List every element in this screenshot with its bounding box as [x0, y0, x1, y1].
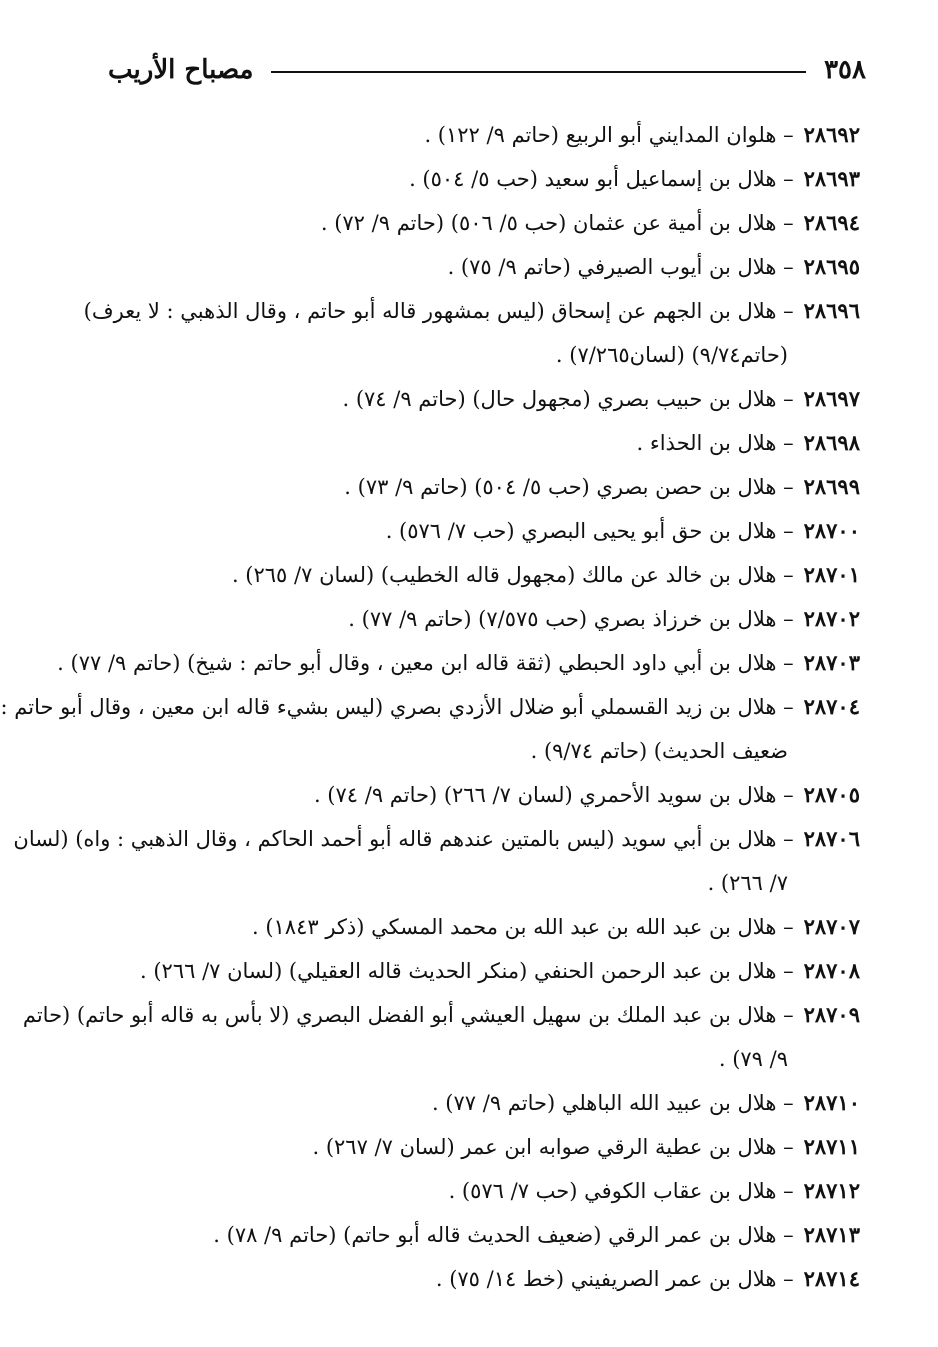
- entry-number: ٢٨٧٠٠: [803, 518, 860, 543]
- entry-text: – هلال بن عمر الصريفيني (خط ١٤/ ٧٥) .: [435, 1267, 794, 1291]
- entry-first-line: [0, 685, 860, 729]
- entry-first-line: [100, 201, 860, 245]
- entry-number: ٢٨٦٩٤: [803, 210, 860, 235]
- entry-number: ٢٨٧٠٦: [803, 826, 860, 851]
- entry-number: ٢٨٧٠٣: [803, 650, 860, 675]
- entry-text: – هلال بن سويد الأحمري (لسان ٧/ ٢٦٦) (حاتم ٩/ ٧٤) .: [313, 783, 794, 807]
- entry: [100, 377, 860, 421]
- entry-text: – هلال بن أبي داود الحبطي (ثقة قاله ابن معين ، وقال أبو حاتم : شيخ) (حاتم ٩/ ٧٧) .: [57, 651, 794, 675]
- entry: [100, 553, 860, 597]
- entry: [100, 1125, 860, 1169]
- entry-number: ٢٨٧٠٧: [803, 914, 860, 939]
- entry-number: ٢٨٧١٢: [803, 1178, 860, 1203]
- entry-first-line: [100, 1125, 860, 1169]
- entry-text: – هلال بن عمر الرقي (ضعيف الحديث قاله أبو حاتم) (حاتم ٩/ ٧٨) .: [213, 1223, 794, 1247]
- entry-first-line: [100, 465, 860, 509]
- entry: [100, 1169, 860, 1213]
- entry: [100, 949, 860, 993]
- entry: [100, 157, 860, 201]
- entry-text: – هلال بن عبد الله بن عبد الله بن محمد المسكي (ذكر ١٨٤٣) .: [251, 915, 794, 939]
- entry-first-line: [100, 597, 860, 641]
- entry-first-line: [100, 949, 860, 993]
- entry-text: – هلال بن أبي سويد (ليس بالمتين عندهم قاله أبو أحمد الحاكم ، وقال الذهبي : واه) (لسان: [13, 827, 794, 851]
- entry-first-line: [100, 113, 860, 157]
- entry-text: – هلال بن عطية الرقي صوابه ابن عمر (لسان ٧/ ٢٦٧) .: [312, 1135, 794, 1159]
- entry-number: ٢٨٧٠٩: [803, 1002, 860, 1027]
- entry-text: – هلال بن عقاب الكوفي (حب ٧/ ٥٧٦) .: [448, 1179, 794, 1203]
- entry: [100, 773, 860, 817]
- entry-number: ٢٨٦٩٣: [803, 166, 860, 191]
- entry: [100, 421, 860, 465]
- entry-first-line: [100, 377, 860, 421]
- entry-continuation-line: [100, 333, 860, 377]
- entry: [83, 289, 860, 377]
- entry-text: – هلال بن حصن بصري (حب ٥/ ٥٠٤) (حاتم ٩/ ٧٣) .: [344, 475, 794, 499]
- entry-number: ٢٨٧٠٨: [803, 958, 860, 983]
- entry-text: – هلال بن خرزاذ بصري (حب ٧/٥٧٥) (حاتم ٩/ ٧٧) .: [348, 607, 794, 631]
- entry: [0, 685, 860, 773]
- entry-first-line: [57, 641, 860, 685]
- entry-first-line: [13, 817, 860, 861]
- entry-first-line: [100, 773, 860, 817]
- entry: [100, 1081, 860, 1125]
- entry-first-line: [83, 289, 860, 333]
- entry-text: – هلال بن حق أبو يحيى البصري (حب ٧/ ٥٧٦) .: [385, 519, 794, 543]
- entry-number: ٢٨٧٠٤: [803, 694, 860, 719]
- entry-text: – هلال بن أيوب الصيرفي (حاتم ٩/ ٧٥) .: [447, 255, 794, 279]
- entry: [22, 993, 860, 1081]
- entry-number: ٢٨٦٩٦: [803, 298, 860, 323]
- running-title: مصباح الأريب: [108, 55, 254, 85]
- entry: [13, 817, 860, 905]
- entry-text: – هلال بن حبيب بصري (مجهول حال) (حاتم ٩/ ٧٤) .: [342, 387, 794, 411]
- entry: [100, 201, 860, 245]
- entry-first-line: [100, 509, 860, 553]
- entry-text: – هلال بن عبد الرحمن الحنفي (منكر الحديث قاله العقيلي) (لسان ٧/ ٢٦٦) .: [140, 959, 794, 983]
- entry-first-line: [100, 157, 860, 201]
- entry-number: ٢٨٧٠٥: [803, 782, 860, 807]
- entry-text: – هلال بن أمية عن عثمان (حب ٥/ ٥٠٦) (حاتم ٩/ ٧٢) .: [320, 211, 794, 235]
- entry: [100, 465, 860, 509]
- entry-number: ٢٨٧١١: [803, 1134, 860, 1159]
- entry-continuation-line: [100, 729, 860, 773]
- entry: [100, 509, 860, 553]
- entry-text: – هلال بن عبد الملك بن سهيل العيشي أبو الفضل البصري (لا بأس به قاله أبو حاتم) (حاتم: [22, 1003, 794, 1027]
- entry: [100, 1257, 860, 1301]
- entry: [100, 113, 860, 157]
- entry-number: ٢٨٦٩٢: [803, 122, 860, 147]
- entry-text: (حاتم٩/٧٤) (لسان٧/٢٦٥) .: [555, 343, 788, 367]
- page-number: ٣٥٨: [824, 55, 866, 85]
- entry: [100, 905, 860, 949]
- entry-first-line: [100, 1081, 860, 1125]
- page-header: [108, 48, 866, 92]
- entry: [100, 1213, 860, 1257]
- entry-text: – هلوان المدايني أبو الربيع (حاتم ٩/ ١٢٢) .: [424, 123, 794, 147]
- entry: [100, 245, 860, 289]
- entry-text: – هلال بن الجهم عن إسحاق (ليس بمشهور قاله أبو حاتم ، وقال الذهبي : لا يعرف): [83, 299, 794, 323]
- entry-text: – هلال بن زيد القسملي أبو ضلال الأزدي بصري (ليس بشيء قاله ابن معين ، وقال أبو حاتم :: [0, 695, 794, 719]
- entry-first-line: [100, 905, 860, 949]
- entry-first-line: [100, 245, 860, 289]
- entry-number: ٢٨٧١٣: [803, 1222, 860, 1247]
- entry-first-line: [100, 421, 860, 465]
- entry-text: – هلال بن عبيد الله الباهلي (حاتم ٩/ ٧٧) .: [431, 1091, 794, 1115]
- entry-number: ٢٨٦٩٨: [803, 430, 860, 455]
- entry-list: [0, 113, 860, 1301]
- entry-number: ٢٨٧١٠: [803, 1090, 860, 1115]
- entry: [100, 597, 860, 641]
- entry-first-line: [22, 993, 860, 1037]
- entry-continuation-line: [100, 1037, 860, 1081]
- entry-first-line: [100, 553, 860, 597]
- entry-number: ٢٨٧٠٢: [803, 606, 860, 631]
- entry: [57, 641, 860, 685]
- entry-number: ٢٨٧١٤: [803, 1266, 860, 1291]
- entry-number: ٢٨٦٩٧: [803, 386, 860, 411]
- entry-continuation-line: [100, 861, 860, 905]
- entry-text: – هلال بن خالد عن مالك (مجهول قاله الخطيب) (لسان ٧/ ٢٦٥) .: [231, 563, 794, 587]
- entry-text: – هلال بن إسماعيل أبو سعيد (حب ٥/ ٥٠٤) .: [409, 167, 794, 191]
- entry-text: ٩/ ٧٩) .: [718, 1047, 788, 1071]
- entry-first-line: [100, 1257, 860, 1301]
- entry-text: – هلال بن الحذاء .: [636, 431, 794, 455]
- entry-first-line: [100, 1213, 860, 1257]
- entry-number: ٢٨٧٠١: [803, 562, 860, 587]
- entry-text: ضعيف الحديث) (حاتم ٩/٧٤) .: [530, 739, 788, 763]
- entry-number: ٢٨٦٩٥: [803, 254, 860, 279]
- entry-first-line: [100, 1169, 860, 1213]
- entry-text: ٧/ ٢٦٦) .: [707, 871, 788, 895]
- header-rule: [271, 71, 806, 73]
- entry-number: ٢٨٦٩٩: [803, 474, 860, 499]
